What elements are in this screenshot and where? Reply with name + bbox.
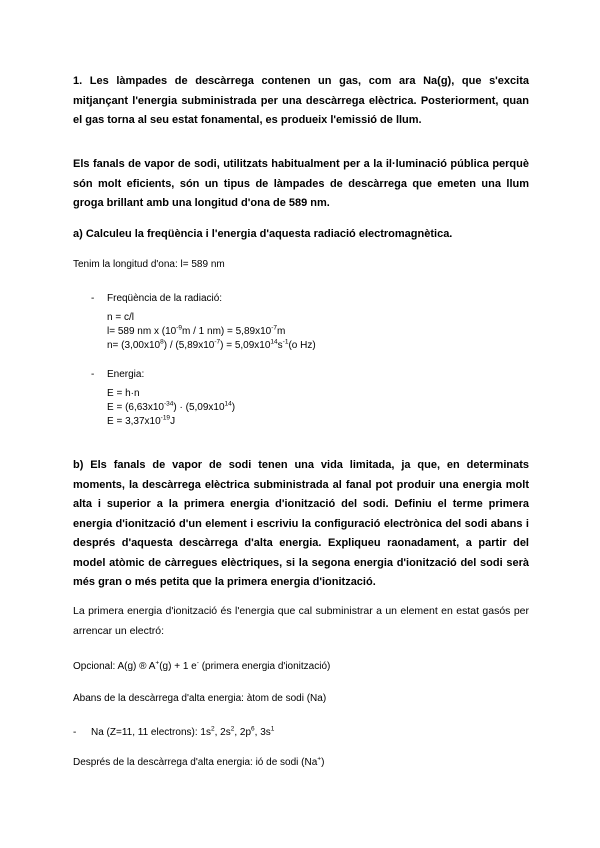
energy-substitution: $E = (6,63x10^{-34}) \cdot (5,09x10^{14})$ bbox=[107, 400, 236, 413]
ionization-definition: La primera energia d'ionització és l'energia que cal subministrar a un element en estat gasós per arrencar un electró: bbox=[73, 605, 529, 637]
after-discharge: Després de la descàrrega d'alta energia: ió de sodi (Na+) bbox=[73, 755, 325, 768]
optional-equation: Opcional: A(g) ® A+(g) + 1 e- (primera energia d'ionització) bbox=[73, 659, 331, 672]
wavelength-conversion: l= 589 nm x ($10^{-9}m / 1$ $nm) = 5,89x10^{-7}m$ bbox=[107, 324, 286, 337]
frequency-label: Freqüència de la radiació: bbox=[107, 293, 223, 304]
energy-result: $E = 3,37x10^{-19}J$ bbox=[107, 414, 176, 427]
part-a-question: a) Calculeu la freqüència i l'energia d'aquesta radiació electromagnètica. bbox=[73, 228, 453, 240]
question-1-context: Els fanals de vapor de sodi, utilitzats habitualment per a la il·luminació pública perquè són molt eficients, són un tipus de làmpades de descàrrega que emeten una llum groga brillant amb una longitud d'ona de 589 nm. bbox=[73, 158, 529, 209]
before-discharge: Abans de la descàrrega d'alta energia: àtom de sodi (Na) bbox=[73, 693, 327, 704]
frequency-result: $n= (3,00x10^8) / (5,89x10^{-7}) = 5,09x10^{14}s^{-1}(o$ Hz) bbox=[107, 338, 316, 351]
question-1-intro: 1. Les làmpades de descàrrega contenen un gas, com ara Na(g), que s'excita mitjançant l'energia subministrada per una descàrrega elèctrica. Posteriorment, quan el gas torna al seu estat fonamental, es produeix l'emissió de llum. bbox=[73, 75, 529, 126]
given-wavelength: Tenim la longitud d'ona: l= 589 nm bbox=[73, 259, 225, 270]
frequency-formula: n = c/l bbox=[107, 312, 134, 323]
config-bullet: - bbox=[73, 727, 77, 738]
energy-bullet: - bbox=[91, 369, 95, 380]
energy-formula: E = h·n bbox=[107, 388, 140, 399]
energy-label: Energia: bbox=[107, 369, 145, 380]
frequency-bullet: - bbox=[91, 293, 95, 304]
config-line: Na (Z=11, 11 electrons): $1s^2$, $2s^2$, $2p^6$, $3s^1$ bbox=[91, 725, 275, 738]
part-b-question: b) Els fanals de vapor de sodi tenen una vida limitada, ja que, en determinats moments, la descàrrega elèctrica subministrada al fanal pot produir una energia molt alta i superior a la primera energia d'ionització del sodi. Definiu el terme primera energia d'ionització d'un element i escriviu la configuració electrònica del sodi abans i després d'aquesta descàrrega d'alta energia. Expliqueu raonadament, a partir del model atòmic de càrregues elèctriques, si la segona energia d'ionització del sodi serà més gran o més petita que la primera energia d'ionització. bbox=[73, 459, 529, 588]
